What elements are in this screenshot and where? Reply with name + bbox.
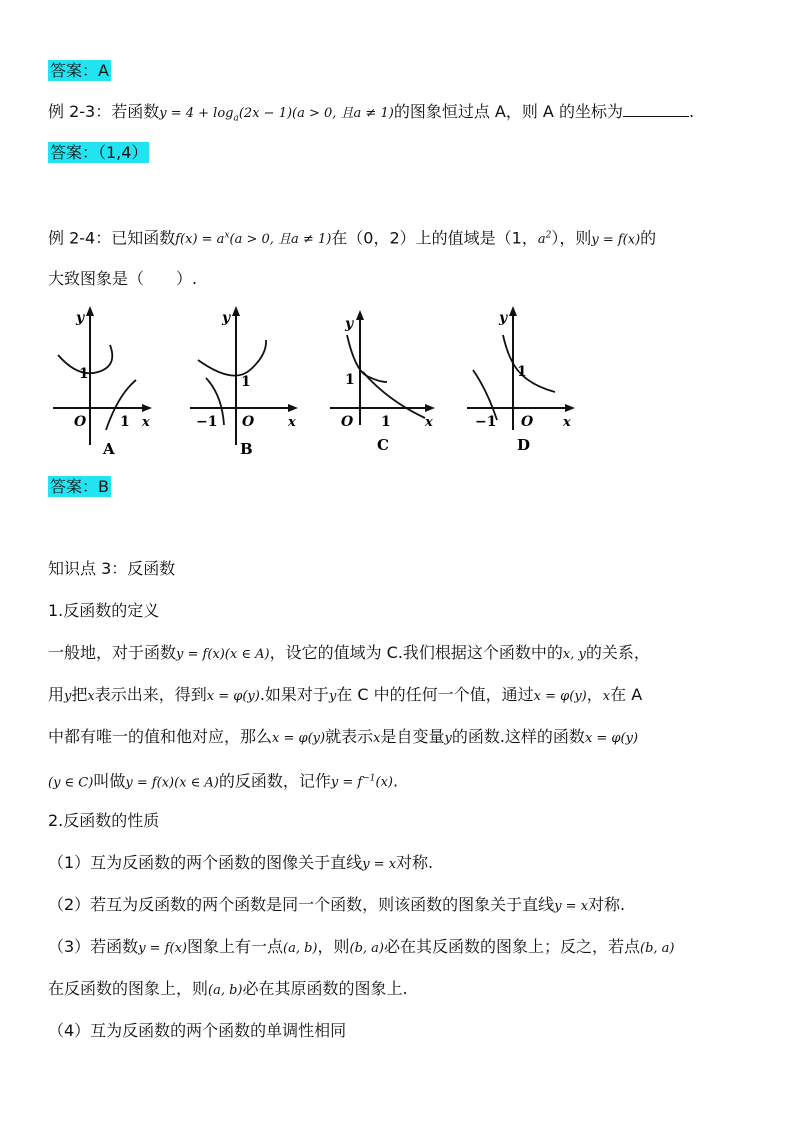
ex23-formula: $y = 4 + \log_a(2x - 1)(a > 0$, 且a ≠ 1) [159, 106, 394, 124]
graph-d-one-y: 1 [517, 364, 527, 380]
example-2-4-line1: 例 2-4：已知函数$f(x) = a^x(a > 0$, 且a ≠ 1)在（0，2）上的值域是（1，$a^2$），则y = f(x)的 [48, 228, 657, 248]
graph-b-curve-upper [198, 340, 266, 376]
graph-c-one-y: 1 [345, 372, 355, 388]
graph-d [465, 300, 585, 460]
graph-b-neg-one: −1 [196, 414, 218, 430]
graph-c-x-label: x [425, 415, 433, 430]
ex24-f1: $f(x) = a^x(a > 0$, 且a ≠ 1) [175, 231, 332, 248]
subsection-1-title: 1.反函数的定义 [48, 601, 160, 620]
graph-b-label: B [240, 440, 253, 458]
property-3-line-2: 在反函数的图象上，则(a, b)必在其原函数的图象上. [48, 979, 408, 998]
graph-d-curve-lower [473, 370, 497, 420]
definition-line-3: 中都有唯一的值和他对应，那么x = φ(y)就表示x是自变量y的函数.这样的函数x = φ(y) [48, 727, 639, 746]
graph-d-neg-one: −1 [475, 414, 497, 430]
graph-b-x-label: x [288, 415, 296, 430]
graph-a-y-label: y [76, 310, 85, 326]
property-2: （2）若互为反函数的两个函数是同一个函数，则该函数的图象关于直线y = x对称. [48, 895, 626, 914]
graph-b-one-y: 1 [241, 374, 251, 390]
answer-1: 答案：A [50, 61, 109, 80]
graph-c-origin: O [341, 414, 354, 430]
graph-d-label: D [517, 436, 531, 454]
graph-a-one-x: 1 [120, 414, 130, 430]
section-title: 知识点 3：反函数 [48, 559, 176, 578]
subsection-2-title: 2.反函数的性质 [48, 811, 160, 830]
graph-d-x-label: x [563, 415, 571, 430]
graph-c-label: C [377, 436, 389, 454]
graph-a-label: A [103, 440, 115, 458]
example-2-3: 例 2-3：若函数$y = 4 + \log_a(2x - 1)(a > 0$, 且a ≠ 1)的图象恒过点 A，则 A 的坐标为 . [48, 102, 695, 124]
graph-b-origin: O [242, 414, 255, 430]
graph-c-y-label: y [345, 316, 354, 332]
property-1: （1）互为反函数的两个函数的图像关于直线y = x对称. [48, 853, 434, 872]
graph-c-one-x: 1 [381, 414, 391, 430]
answer-2: 答案：（1,4） [50, 143, 148, 162]
graph-d-y-label: y [499, 310, 508, 326]
answer-blank [623, 100, 689, 117]
definition-line-4: (y ∈ C)叫做y = f(x)(x ∈ A)的反函数，记作$y = f^{-1}(x)$. [48, 771, 399, 791]
graph-a-one-y: 1 [79, 366, 89, 382]
graph-a-x-label: x [142, 415, 150, 430]
graph-d-curve-upper [503, 335, 555, 392]
example-2-4-line2: 大致图象是（ ）. [48, 269, 198, 288]
definition-line-2: 用y把x表示出来，得到x = φ(y).如果对于y在 C 中的任何一个值，通过x = φ(y)，x在 A [48, 685, 643, 704]
graph-a [48, 300, 168, 460]
property-3-line-1: （3）若函数y = f(x)图象上有一点(a, b)，则(b, a)必在其反函数的图象上；反之，若点(b, a) [48, 937, 675, 956]
graph-b [188, 300, 308, 460]
graph-b-y-label: y [222, 310, 231, 326]
definition-line-1: 一般地，对于函数y = f(x)(x ∈ A)，设它的值域为 C.我们根据这个函数中的x, y的关系， [48, 643, 650, 662]
answer-3: 答案：B [50, 477, 109, 496]
graph-d-origin: O [521, 414, 534, 430]
property-4: （4）互为反函数的两个函数的单调性相同 [48, 1021, 347, 1040]
graph-a-origin: O [74, 414, 87, 430]
graph-c [325, 300, 445, 460]
